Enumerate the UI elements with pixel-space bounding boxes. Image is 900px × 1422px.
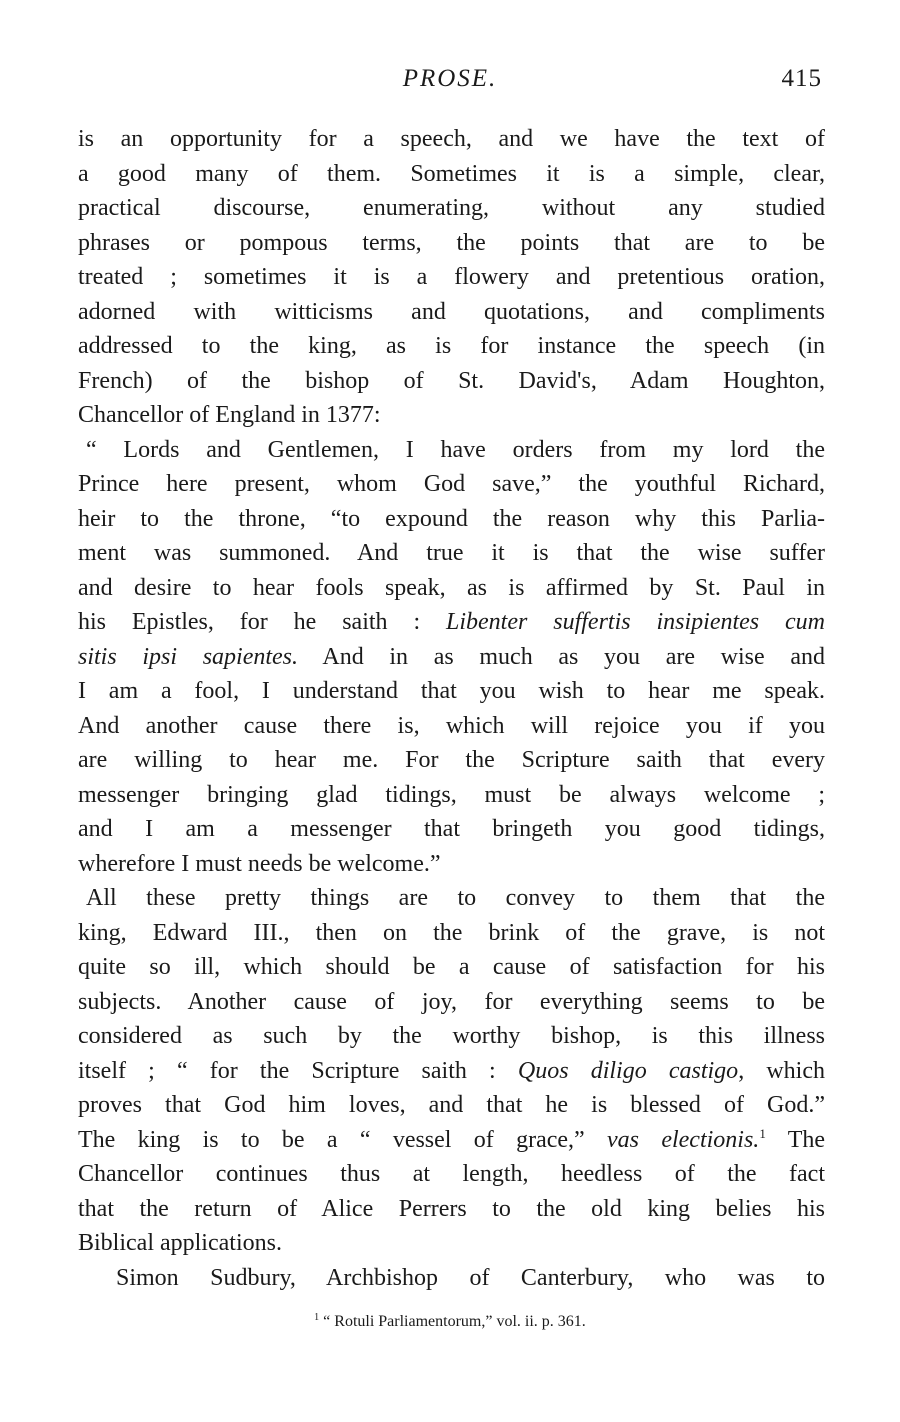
text-line: proves that God him loves, and that he is blessed of God.” [78,1092,825,1118]
text-line: treated ; sometimes it is a flowery and pretentious oration, [78,264,825,290]
text-line: a good many of them. Sometimes it is a simple, clear, [78,160,825,187]
page-number: 415 [781,65,822,92]
text-segment: , which [738,1057,825,1084]
footnote-mark: 1 [314,1311,320,1323]
text-line: is an opportunity for a speech, and we have the text of [78,126,825,152]
latin-quote: Quos diligo castigo [517,1057,739,1084]
running-head [78,62,822,96]
text-line [78,1054,825,1089]
text-line: king, Edward III., then on the brink of the grave, is not [78,919,825,946]
text-line: phrases or pompous terms, the points that are to be [78,229,825,256]
running-title: PROSE. [402,65,498,92]
latin-quote: Libenter suffertis insipientes cum [446,609,825,635]
text-line: that the return of Alice Perrers to the old king belies his [78,1195,825,1222]
text-line [78,605,825,640]
text-line [78,1123,825,1158]
text-segment: And in as much as you are wise and [322,643,825,670]
text-line: Biblical applications. [78,1230,282,1256]
footnote-text: “ Rotuli Parliamentorum,” vol. ii. p. 361. [323,1313,586,1330]
footnote [0,1310,900,1334]
latin-quote: vas electionis. [607,1126,760,1153]
text-line: I am a fool, I understand that you wish to hear me speak. [78,678,825,704]
text-segment: The king is to be a “ vessel of grace,” [78,1126,585,1153]
text-line: practical discourse, enumerating, without any studied [78,195,825,221]
text-segment: his Epistles, for he saith : [78,609,421,635]
text-segment: The [787,1126,825,1153]
text-line [78,640,825,675]
text-line: Prince here present, whom God save,” the youthful Richard, [78,471,825,497]
text-line: considered as such by the worthy bishop, is this illness [78,1023,825,1049]
text-line: Chancellor of England in 1377: [78,402,381,428]
text-line: subjects. Another cause of joy, for everything seems to be [78,988,825,1015]
text-line: “ Lords and Gentlemen, I have orders from my lord the [86,436,825,463]
text-line: are willing to hear me. For the Scripture saith that every [78,747,825,773]
text-line: Simon Sudbury, Archbishop of Canterbury, who was to [116,1264,825,1291]
text-segment: itself ; “ for the Scripture saith : [78,1057,496,1084]
text-line: And another cause there is, which will rejoice you if you [78,712,825,739]
body-text [78,122,825,1295]
text-line: ment was summoned. And true it is that the wise suffer [78,540,825,566]
text-line: addressed to the king, as is for instance the speech (in [78,333,825,359]
text-line: heir to the throne, “to expound the reason why this Parlia- [78,505,825,532]
text-line: and I am a messenger that bringeth you good tidings, [78,816,825,842]
text-line: All these pretty things are to convey to them that the [86,885,825,911]
text-line: adorned with witticisms and quotations, and compliments [78,298,825,325]
text-line: and desire to hear fools speak, as is affirmed by St. Paul in [78,574,825,601]
text-line: French) of the bishop of St. David's, Adam Houghton, [78,367,825,394]
footnote-reference: 1 [759,1125,766,1141]
latin-quote: sitis ipsi sapientes. [78,643,299,670]
text-line: messenger bringing glad tidings, must be always welcome ; [78,781,825,808]
text-line: quite so ill, which should be a cause of satisfaction for his [78,954,825,980]
text-line: wherefore I must needs be welcome.” [78,850,441,877]
text-line: Chancellor continues thus at length, heedless of the fact [78,1161,825,1187]
